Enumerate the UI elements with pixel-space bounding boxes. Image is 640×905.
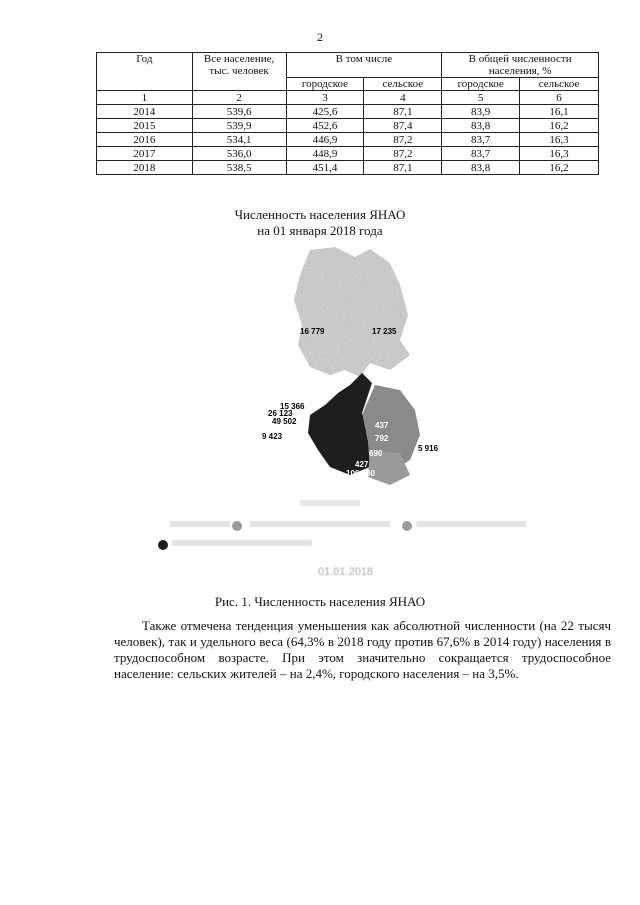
table-cell: 83,9 (442, 105, 520, 119)
table-cell: 87,1 (364, 161, 442, 175)
table-cell: 2015 (97, 119, 193, 133)
map-title (0, 207, 640, 239)
table-cell: 4 (364, 91, 442, 105)
table-cell: 87,2 (364, 133, 442, 147)
map-label: 9 423 (262, 432, 283, 441)
legend-marker-medium (232, 521, 242, 531)
map-label: 15 366 (280, 402, 305, 411)
table-cell: 2017 (97, 147, 193, 161)
region-map-graphic (250, 245, 440, 495)
table-cell: 539,9 (192, 119, 286, 133)
column-number-row (97, 91, 599, 105)
figure-caption: Рис. 1. Численность населения ЯНАО (214, 594, 426, 609)
table-cell: 536,0 (192, 147, 286, 161)
map-label: 690 (369, 449, 383, 458)
legend-marker-dark (158, 540, 168, 550)
table-cell: 6 (520, 91, 599, 105)
table-cell: 425,6 (286, 105, 364, 119)
legend-faded-line (416, 521, 526, 527)
table-cell: 16,2 (520, 161, 599, 175)
table-cell: 83,8 (442, 161, 520, 175)
map-label: 5 916 (418, 444, 439, 453)
table-cell: 534,1 (192, 133, 286, 147)
table-cell: 2 (192, 91, 286, 105)
table-cell: 16,1 (520, 105, 599, 119)
table-cell: 16,2 (520, 119, 599, 133)
map-label: 16 779 (300, 327, 325, 336)
population-table (96, 52, 599, 175)
table-cell: 83,8 (442, 119, 520, 133)
legend-faded-line (170, 521, 230, 527)
table-row (97, 119, 599, 133)
table-cell: 448,9 (286, 147, 364, 161)
page-number: 2 (317, 30, 323, 44)
table-row (97, 147, 599, 161)
table-cell: 451,4 (286, 161, 364, 175)
table-cell: 83,7 (442, 147, 520, 161)
table-cell: 83,7 (442, 133, 520, 147)
map-label: 792 (375, 434, 389, 443)
map-label: 49 502 (272, 417, 297, 426)
body-paragraph: Также отмечена тенденция уменьшения как абсолютной численности (на 22 тысяч человек), так и удельного веса (64,3% в 2018 году против 67,6% в 2014 году) населения в трудоспособном возрасте. При этом значительно сокращается трудоспособное население: сельских жителей – на 2,4%, городского населения – на 3,5%. (114, 618, 611, 681)
header-urban-share: городское (442, 78, 520, 91)
table-cell: 87,1 (364, 105, 442, 119)
table-cell: 87,4 (364, 119, 442, 133)
table-cell: 5 (442, 91, 520, 105)
table-cell: 16,3 (520, 147, 599, 161)
table-cell: 539,6 (192, 105, 286, 119)
table-cell: 16,3 (520, 133, 599, 147)
header-share: В общей численности населения, % (442, 53, 599, 78)
table-cell: 446,9 (286, 133, 364, 147)
header-rural-share: сельское (520, 78, 599, 91)
header-total: Все население, тыс. человек (192, 53, 286, 91)
map-label: 106 230 (346, 469, 375, 478)
legend-date: 01.01.2018 (318, 566, 374, 578)
table-cell: 3 (286, 91, 364, 105)
map-label: 437 (375, 421, 389, 430)
table-cell: 538,5 (192, 161, 286, 175)
table-cell: 87,2 (364, 147, 442, 161)
legend-marker-medium (402, 521, 412, 531)
legend-faded-line (172, 540, 312, 546)
map-title-line2: на 01 января 2018 года (257, 223, 383, 238)
map-title-line1: Численность населения ЯНАО (234, 207, 406, 222)
map-label: 427 (355, 460, 369, 469)
region-map (250, 245, 440, 495)
header-year: Год (97, 53, 193, 91)
table-row (97, 105, 599, 119)
header-rural: сельское (364, 78, 442, 91)
table-cell: 2018 (97, 161, 193, 175)
table-cell: 1 (97, 91, 193, 105)
map-label: 26 123 (268, 409, 293, 418)
header-urban: городское (286, 78, 364, 91)
table-row (97, 161, 599, 175)
header-in-number: В том числе (286, 53, 442, 78)
table-cell: 2014 (97, 105, 193, 119)
legend-faded-line (300, 500, 360, 506)
map-label: 17 235 (372, 327, 397, 336)
table-row (97, 133, 599, 147)
table-cell: 2016 (97, 133, 193, 147)
north-district-grain (294, 247, 410, 377)
legend-faded-line (250, 521, 390, 527)
table-cell: 452,6 (286, 119, 364, 133)
